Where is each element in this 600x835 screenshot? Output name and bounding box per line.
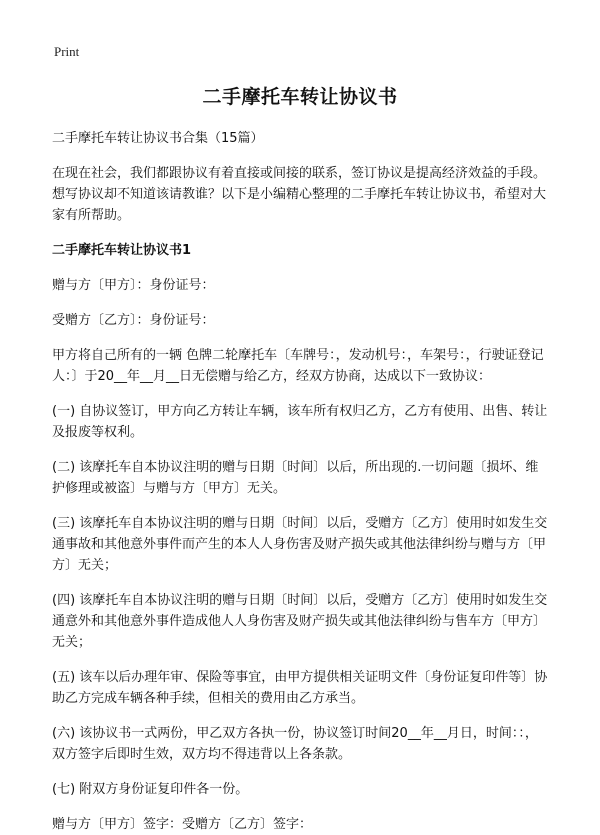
receiver-id-line: 受赠方〔乙方〕：身份证号： [52,313,215,328]
intro-paragraph: 在现在社会，我们都跟协议有着直接或间接的联系，签订协议是提高经济效益的手段。想写协议却不知道该请教谁？以下是小编精心整理的二手摩托车转让协议书，希望对大家有所帮助。 [52,166,547,223]
clause-4: (四) 该摩托车自本协议注明的赠与日期〔时间〕以后，受赠方〔乙方〕使用时如发生交通意外和其他意外事件造成他人人身伤害及财产损失或其他法律纠纷与售车方〔甲方〕无关； [52,593,548,650]
signature-line: 赠与方〔甲方〕签字：受赠方〔乙方〕签字： [52,817,313,832]
document-subtitle: 二手摩托车转让协议书合集（15篇） [52,131,264,146]
clause-6: (六) 该协议书一式两份，甲乙双方各执一份，协议签订时间20__年__月日，时间：：，双方签字后即时生效，双方均不得违背以上各条款。 [52,726,538,762]
clause-2: (二) 该摩托车自本协议注明的赠与日期〔时间〕以后，所出现的.一切问题〔损坏、维护修理或被盗〕与赠与方〔甲方〕无关。 [52,460,539,496]
clause-7: (七) 附双方身份证复印件各一份。 [52,782,249,797]
document-title: 二手摩托车转让协议书 [202,86,398,108]
clause-5: (五) 该车以后办理年审、保险等事宜，由甲方提供相关证明文件〔身份证复印件等〕协助乙方完成车辆各种手续，但相关的费用由乙方承当。 [52,670,548,706]
preamble-paragraph: 甲方将自己所有的一辆 色牌二轮摩托车〔车牌号：，发动机号：，车架号：，行驶证登记人：〕于20__年__月__日无偿赠与给乙方，经双方协商，达成以下一致协议： [52,348,544,384]
giver-id-line: 赠与方〔甲方〕：身份证号： [52,278,215,293]
clause-1: (一) 自协议签订，甲方向乙方转让车辆，该车所有权归乙方，乙方有使用、出售、转让及报废等权利。 [52,404,548,440]
clause-3: (三) 该摩托车自本协议注明的赠与日期〔时间〕以后，受赠方〔乙方〕使用时如发生交通事故和其他意外事件而产生的本人人身伤害及财产损失或其他法律纠纷与赠与方〔甲方〕无关； [52,516,548,573]
section-title: 二手摩托车转让协议书1 [52,243,192,258]
print-label: Print [54,44,80,59]
